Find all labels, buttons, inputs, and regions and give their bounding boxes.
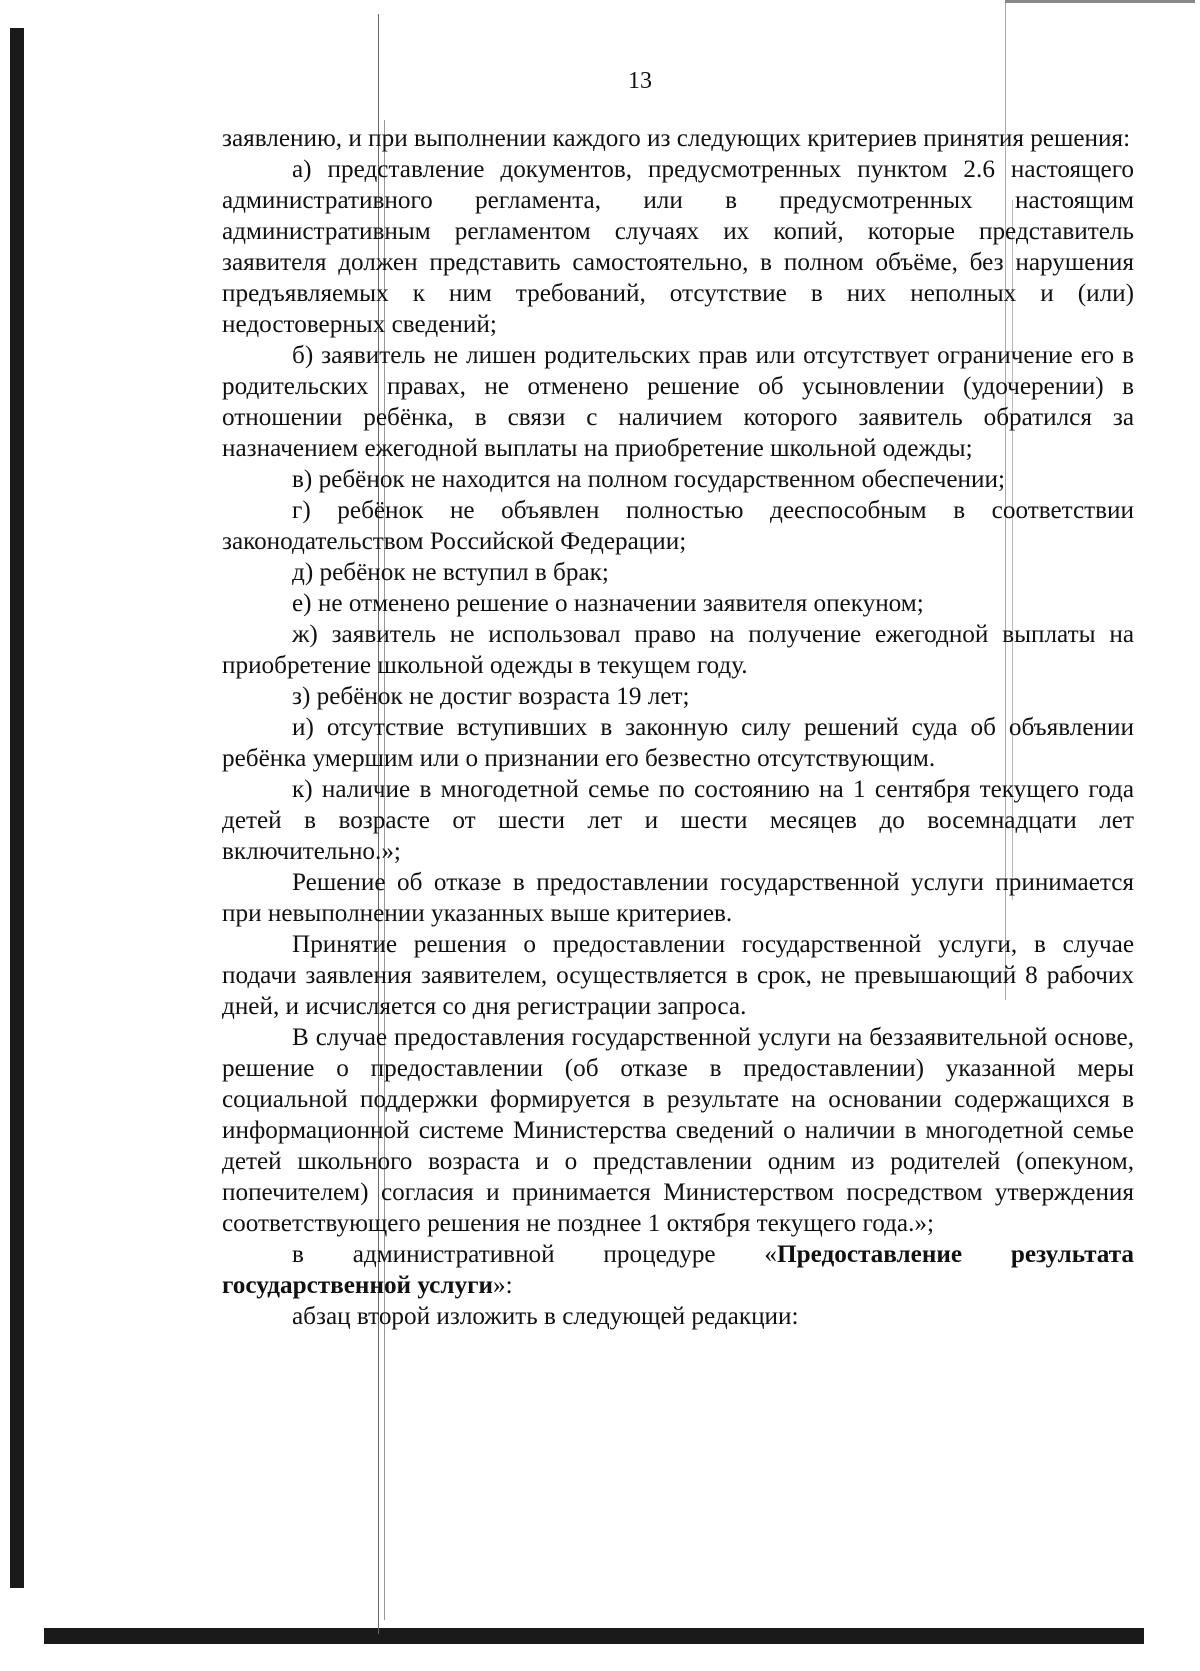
- paragraph: ж) заявитель не использовал право на получение ежегодной выплаты на приобретение школьной одежды в текущем году.: [222, 621, 1134, 679]
- scan-edge-bottom: [44, 1628, 1144, 1644]
- paragraph: Принятие решения о предоставлении государственной услуги, в случае подачи заявления заявителем, осуществляется в срок, не превышающий 8 рабочих дней, и исчисляется со дня регистрации запроса.: [222, 931, 1134, 1020]
- paragraph: д) ребёнок не вступил в брак;: [292, 559, 609, 586]
- document-body: [222, 123, 1134, 1332]
- scan-edge-left: [10, 28, 24, 1588]
- paragraph: г) ребёнок не объявлен полностью дееспособным в соответствии законодательством Российской Федерации;: [222, 497, 1134, 555]
- procedure-title: Предоставление результата государственной услуги: [222, 1241, 1134, 1299]
- paragraph: к) наличие в многодетной семье по состоянию на 1 сентября текущего года детей в возрасте от шести лет и шести месяцев до восемнадцати лет включительно.»;: [222, 776, 1134, 865]
- paragraph: и) отсутствие вступивших в законную силу решений суда об объявлении ребёнка умершим или о признании его безвестно отсутствующим.: [222, 714, 1134, 772]
- procedure-paragraph: [222, 1239, 1134, 1301]
- paragraph: заявлению, и при выполнении каждого из следующих критериев принятия решения:: [222, 125, 1131, 152]
- paragraph: абзац второй изложить в следующей редакции:: [292, 1303, 799, 1330]
- procedure-suffix: »:: [493, 1272, 513, 1299]
- paragraph: е) не отменено решение о назначении заявителя опекуном;: [292, 590, 924, 617]
- paragraph: з) ребёнок не достиг возраста 19 лет;: [292, 683, 690, 710]
- scan-edge-top: [1005, 0, 1195, 3]
- paragraph: б) заявитель не лишен родительских прав или отсутствует ограничение его в родительских правах, не отменено решение об усыновлении (удочерении) в отношении ребёнка, в связи с наличием которого заявитель обратился за назначением ежегодной выплаты на приобретение школьной одежды;: [222, 342, 1134, 462]
- paragraph: Решение об отказе в предоставлении государственной услуги принимается при невыполнении указанных выше критериев.: [222, 869, 1134, 927]
- paragraph: а) представление документов, предусмотренных пунктом 2.6 настоящего административного регламента, или в предусмотренных настоящим административным регламентом случаях их копий, которые представитель заявителя должен представить самостоятельно, в полном объёме, без нарушения предъявляемых к ним требований, отсутствие в них неполных и (или) недостоверных сведений;: [222, 156, 1134, 338]
- procedure-prefix: в административной процедуре «: [292, 1241, 778, 1268]
- page-number: 13: [628, 68, 652, 94]
- paragraph: в) ребёнок не находится на полном государственном обеспечении;: [292, 466, 1005, 493]
- paragraph: В случае предоставления государственной услуги на беззаявительной основе, решение о предоставлении (об отказе в предоставлении) указанной меры социальной поддержки формируется в результате на основании содержащихся в информационной системе Министерства сведений о наличии в многодетной семье детей школьного возраста и о представлении одним из родителей (опекуном, попечителем) согласия и принимается Министерством посредством утверждения соответствующего решения не позднее 1 октября текущего года.»;: [222, 1024, 1134, 1237]
